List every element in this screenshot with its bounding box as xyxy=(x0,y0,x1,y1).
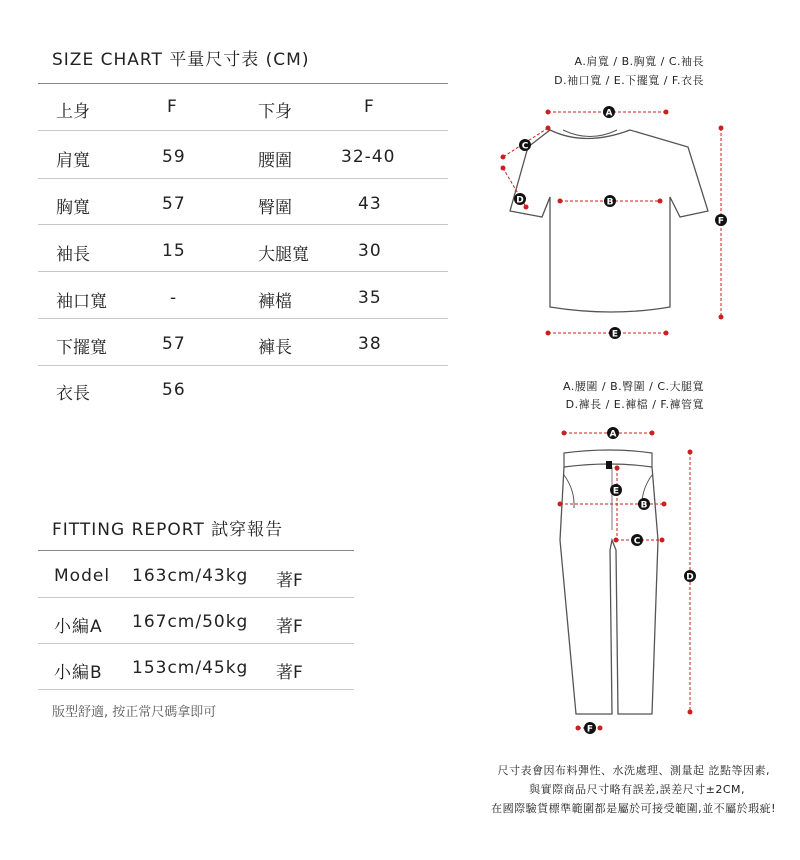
measure-point xyxy=(662,502,667,507)
fitting-report-title: FITTING REPORT 試穿報告 xyxy=(52,520,284,540)
top-label: 肩寬 xyxy=(56,151,90,171)
fitter-name: Model xyxy=(54,566,111,586)
size-chart-title: SIZE CHART 平量尺寸表 (CM) xyxy=(52,50,310,70)
measure-point xyxy=(664,110,669,115)
table-divider xyxy=(38,318,448,319)
measure-point xyxy=(546,110,551,115)
marker-c xyxy=(631,534,643,547)
marker-b-label: B xyxy=(640,500,648,511)
tshirt-collar xyxy=(563,130,617,137)
disclaimer-line1: 尺寸表會因布料彈性、水洗處理、測量起 訖點等因素, xyxy=(497,764,770,777)
tshirt-diagram xyxy=(470,95,770,355)
marker-b xyxy=(638,498,650,511)
measure-point xyxy=(524,205,529,210)
fitter-size: 著F xyxy=(276,571,303,591)
marker-f-label: F xyxy=(586,724,594,735)
top-label: 胸寬 xyxy=(56,198,90,218)
bottom-label: 大腿寬 xyxy=(258,245,309,265)
measure-point xyxy=(719,315,724,320)
measure-point xyxy=(688,710,693,715)
top-value: - xyxy=(170,288,178,308)
top-value: 59 xyxy=(162,147,186,167)
marker-c-label: C xyxy=(521,141,529,152)
table-divider xyxy=(38,365,448,366)
measure-point xyxy=(688,450,693,455)
size-chart-title-rule xyxy=(38,83,448,84)
fitter-measure: 163cm/43kg xyxy=(132,566,249,586)
measure-point xyxy=(660,538,665,543)
measure-point xyxy=(501,166,506,171)
marker-c-label: C xyxy=(633,536,641,547)
measure-point xyxy=(546,126,551,131)
marker-d xyxy=(684,570,696,583)
table-divider xyxy=(38,689,354,690)
measure-point xyxy=(664,331,669,336)
bottom-label: 臀圍 xyxy=(258,198,292,218)
bottom-value: 38 xyxy=(358,334,382,354)
marker-f xyxy=(715,214,727,227)
bottom-value: 30 xyxy=(358,241,382,261)
bottom-header-size: F xyxy=(364,97,374,117)
marker-d-label: D xyxy=(686,572,694,583)
table-divider xyxy=(38,178,448,179)
fitter-size: 著F xyxy=(276,617,303,637)
marker-e xyxy=(609,327,621,340)
measure-point xyxy=(658,199,663,204)
pants-legend-line2: D.褲長 / E.褲檔 / F.褲管寬 xyxy=(565,398,704,411)
disclaimer-line3: 在國際驗貨標準範圍都是屬於可接受範圍,並不屬於瑕疵! xyxy=(491,802,776,815)
marker-e-label: E xyxy=(611,329,619,340)
fitting-note: 版型舒適, 按正常尺碼拿即可 xyxy=(52,705,217,720)
tshirt-legend-line1: A.肩寬 / B.胸寬 / C.袖長 xyxy=(574,55,704,68)
top-value: 56 xyxy=(162,380,186,400)
pants-diagram xyxy=(540,420,730,750)
table-divider xyxy=(38,271,448,272)
measure-point xyxy=(501,155,506,160)
marker-a xyxy=(603,106,615,119)
fitter-measure: 153cm/45kg xyxy=(132,658,249,678)
top-value: 15 xyxy=(162,241,186,261)
marker-e-label: E xyxy=(612,486,620,497)
table-divider xyxy=(38,643,354,644)
top-header-label: 上身 xyxy=(56,102,90,122)
measure-point xyxy=(562,431,567,436)
marker-f xyxy=(584,722,596,735)
measure-point xyxy=(598,726,603,731)
marker-a xyxy=(607,427,619,440)
top-label: 下擺寬 xyxy=(56,338,107,358)
tshirt-outline xyxy=(510,130,708,312)
bottom-value: 35 xyxy=(358,288,382,308)
fitting-title-rule xyxy=(38,550,354,551)
table-divider xyxy=(38,224,448,225)
bottom-value: 32-40 xyxy=(341,147,396,167)
top-label: 袖長 xyxy=(56,245,90,265)
measure-point xyxy=(558,199,563,204)
measure-point xyxy=(576,726,581,731)
bottom-label: 腰圍 xyxy=(258,151,292,171)
fitter-name: 小編B xyxy=(54,663,103,683)
pants-legend-line1: A.腰圍 / B.臀圍 / C.大腿寬 xyxy=(563,380,704,393)
marker-c xyxy=(519,139,531,152)
marker-b xyxy=(604,195,616,208)
bottom-header-label: 下身 xyxy=(258,102,292,122)
measure-point xyxy=(719,126,724,131)
fitter-size: 著F xyxy=(276,663,303,683)
marker-a-label: A xyxy=(605,108,613,119)
marker-b-label: B xyxy=(606,197,614,208)
fitter-name: 小編A xyxy=(54,617,103,637)
top-value: 57 xyxy=(162,334,186,354)
marker-f-label: F xyxy=(717,216,725,227)
marker-a-label: A xyxy=(609,429,617,440)
top-label: 袖口寬 xyxy=(56,292,107,312)
bottom-label: 褲長 xyxy=(258,338,292,358)
bottom-value: 43 xyxy=(358,194,382,214)
top-value: 57 xyxy=(162,194,186,214)
pants-left-pocket xyxy=(564,475,574,508)
measure-point xyxy=(546,331,551,336)
bottom-label: 褲檔 xyxy=(258,292,292,312)
measure-point xyxy=(615,466,620,471)
measure-point xyxy=(650,431,655,436)
marker-d-label: D xyxy=(516,195,524,206)
top-label: 衣長 xyxy=(56,384,90,404)
measure-point xyxy=(614,538,619,543)
top-header-size: F xyxy=(167,97,177,117)
fitter-measure: 167cm/50kg xyxy=(132,612,249,632)
tshirt-legend-line2: D.袖口寬 / E.下擺寬 / F.衣長 xyxy=(554,74,704,87)
pants-button xyxy=(606,461,612,469)
table-divider xyxy=(38,130,448,131)
disclaimer-line2: 與實際商品尺寸略有誤差,誤差尺寸±2CM, xyxy=(529,783,745,796)
measure-point xyxy=(558,502,563,507)
table-divider xyxy=(38,597,354,598)
tshirt-left-cuff xyxy=(542,197,550,217)
